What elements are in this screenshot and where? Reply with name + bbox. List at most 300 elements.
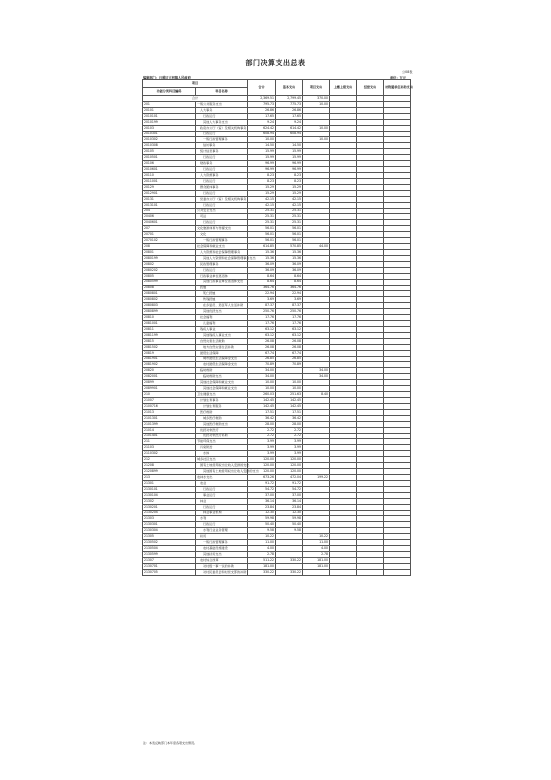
code-cell: 21103 [143, 445, 196, 451]
code-cell: 2080801 [143, 291, 196, 297]
code-cell: 204 [143, 208, 196, 214]
basic-cell: 120.00 [276, 463, 303, 469]
code-cell: 20101 [143, 107, 196, 113]
name-cell: 林业 [196, 498, 248, 504]
code-cell: 2081902 [143, 362, 196, 368]
basic-cell: 2.72 [276, 427, 303, 433]
basic-header: 基本支出 [276, 80, 303, 96]
project-cell: 199.22 [303, 475, 330, 481]
code-cell: 213 [143, 475, 196, 481]
total-cell: 8.64 [248, 279, 276, 285]
code-cell: 2130101 [143, 486, 196, 492]
total-header: 合计 [248, 80, 276, 96]
name-cell: 伤残抚恤 [196, 297, 248, 303]
name-cell: 行政事业单位离退休 [196, 273, 248, 279]
basic-cell: 250.76 [276, 309, 303, 315]
name-cell: 其他医疗救助支出 [196, 421, 248, 427]
code-cell: 2080202 [143, 267, 196, 273]
name-cell: 计划生育服务 [196, 403, 248, 409]
code-cell: 20899 [143, 380, 196, 386]
code-cell: 21301 [143, 480, 196, 486]
total-cell: 54.72 [248, 486, 276, 492]
name-cell: 对村民委员会和村党支部的补助 [196, 569, 248, 575]
total-cell: 96.99 [248, 167, 276, 173]
code-cell: 2130301 [143, 522, 196, 528]
project-cell: 44.00 [303, 244, 330, 250]
total-cell: 511.22 [248, 557, 276, 563]
name-cell: 其他优抚支出 [196, 309, 248, 315]
name-cell: 水利 [196, 516, 248, 522]
name-cell: 计划生育事务 [196, 398, 248, 404]
code-cell: 2130504 [143, 546, 196, 552]
total-cell: 10.00 [248, 137, 276, 143]
total-cell: 10.22 [248, 534, 276, 540]
total-cell: 260.03 [248, 392, 276, 398]
basic-cell: 472.04 [276, 475, 303, 481]
total-cell: 15.99 [248, 149, 276, 155]
project-cell: 181.00 [303, 557, 330, 563]
code-cell: 20406 [143, 214, 196, 220]
basic-cell: 15.29 [276, 184, 303, 190]
basic-cell: 120.00 [276, 469, 303, 475]
code-cell: 2101301 [143, 415, 196, 421]
code-cell: 2082001 [143, 374, 196, 380]
name-cell: 对村级一事一议的补助 [196, 563, 248, 569]
basic-cell: 17.51 [276, 409, 303, 415]
project-cell: 34.00 [303, 368, 330, 374]
name-cell: 行政运行 [196, 167, 248, 173]
total-cell: 2.72 [248, 427, 276, 433]
basic-cell: 9.58 [276, 528, 303, 534]
code-cell: 2130201 [143, 504, 196, 510]
code-cell: 2080599 [143, 279, 196, 285]
basic-cell: 26.08 [276, 338, 303, 344]
total-cell: 795.73 [248, 101, 276, 107]
basic-cell: 22.94 [276, 291, 303, 297]
total-cell: 2.72 [248, 433, 276, 439]
total-cell: 56.01 [248, 232, 276, 238]
total-cell: 10.00 [248, 386, 276, 392]
total-cell: 14.50 [248, 143, 276, 149]
total-cell: 624.42 [248, 125, 276, 131]
code-cell: 20106 [143, 161, 196, 167]
basic-cell: 26.08 [276, 344, 303, 350]
name-cell: 农村基础设施建设 [196, 546, 248, 552]
total-cell: 330.22 [248, 569, 276, 575]
project-cell [303, 569, 330, 575]
total-cell: 42.15 [248, 202, 276, 208]
name-cell: 其他社会保障和就业支出 [196, 380, 248, 386]
code-header: 功能分类科目编码 [143, 88, 196, 96]
name-cell: 公共安全支出 [196, 208, 248, 214]
code-cell: 201 [143, 101, 196, 107]
basic-cell: 87.37 [276, 303, 303, 309]
total-cell: 26.85 [248, 356, 276, 362]
basic-cell: 56.01 [276, 226, 303, 232]
basic-cell: 15.36 [276, 255, 303, 261]
name-cell: 一般行政管理事务 [196, 540, 248, 546]
name-cell: 行政运行 [196, 202, 248, 208]
total-cell: 91.72 [248, 480, 276, 486]
name-cell: 抚恤 [196, 285, 248, 291]
total-cell: 50.40 [248, 522, 276, 528]
basic-cell: 251.63 [276, 392, 303, 398]
total-cell: 36.42 [248, 415, 276, 421]
basic-cell: 25.31 [276, 208, 303, 214]
total-cell: 67.74 [248, 350, 276, 356]
basic-cell: 91.72 [276, 480, 303, 486]
name-cell: 国有土地使用权出让收入安排的支出 [196, 463, 248, 469]
name-cell: 卫生健康支出 [196, 392, 248, 398]
total-cell: 10.00 [248, 380, 276, 386]
code-cell: 20801 [143, 249, 196, 255]
project-cell: 10.00 [303, 125, 330, 131]
name-cell: 信访事务 [196, 143, 248, 149]
project-cell: 2.78 [303, 551, 330, 557]
total-cell: 25.31 [248, 220, 276, 226]
total-cell: 63.12 [248, 326, 276, 332]
code-cell: 20802 [143, 261, 196, 267]
basic-cell: 9.24 [276, 119, 303, 125]
basic-cell: 70.89 [276, 362, 303, 368]
basic-cell: 3.99 [276, 451, 303, 457]
basic-cell: 36.14 [276, 498, 303, 504]
total-cell: 56.01 [248, 238, 276, 244]
total-cell: 63.12 [248, 332, 276, 338]
name-cell: 文化旅游体育与传媒支出 [196, 226, 248, 232]
name-cell: 农村综合改革 [196, 557, 248, 563]
basic-cell: 23.84 [276, 504, 303, 510]
total-cell: 250.76 [248, 309, 276, 315]
name-cell: 最低生活保障 [196, 350, 248, 356]
project-cell: 4.00 [303, 546, 330, 552]
subsidy-cell [384, 569, 411, 575]
total-cell: 28.00 [248, 421, 276, 427]
code-cell: 20103 [143, 125, 196, 131]
total-cell: 364.76 [248, 285, 276, 291]
code-cell: 20815 [143, 338, 196, 344]
code-cell: 2011001 [143, 178, 196, 184]
basic-cell: 15.99 [276, 155, 303, 161]
name-cell: 农林水支出 [196, 475, 248, 481]
name-cell: 林业事业机构 [196, 510, 248, 516]
code-cell: 207 [143, 226, 196, 232]
code-cell: 2080899 [143, 309, 196, 315]
basic-cell: 15.99 [276, 149, 303, 155]
name-cell: 行政运行 [196, 522, 248, 528]
total-cell: 2,369.51 [248, 96, 276, 102]
total-cell: 34.00 [248, 374, 276, 380]
code-cell: 2130204 [143, 510, 196, 516]
upper-header: 上缴上级支出 [330, 80, 357, 96]
code-cell: 2010308 [143, 143, 196, 149]
code-cell: 2080199 [143, 255, 196, 261]
basic-cell: 364.76 [276, 285, 303, 291]
project-cell: 34.00 [303, 374, 330, 380]
name-cell: 行政运行 [196, 190, 248, 196]
basic-cell: 15.36 [276, 249, 303, 255]
basic-cell: 775.73 [276, 101, 303, 107]
code-cell: 21013 [143, 409, 196, 415]
code-cell: 2081001 [143, 321, 196, 327]
code-cell: 2080803 [143, 303, 196, 309]
code-cell: 2081901 [143, 356, 196, 362]
basic-cell: 330.22 [276, 557, 303, 563]
total-cell: 34.00 [248, 368, 276, 374]
name-cell: 城乡医疗救助 [196, 415, 248, 421]
basic-cell: 142.45 [276, 403, 303, 409]
basic-cell: 36.42 [276, 415, 303, 421]
name-cell: 临时救助 [196, 368, 248, 374]
total-cell: 36.14 [248, 498, 276, 504]
code-cell: 2101401 [143, 433, 196, 439]
organization: 编制部门：日照区大河镇人民政府 [143, 76, 191, 80]
total-cell: 17.76 [248, 315, 276, 321]
basic-cell: 50.40 [276, 522, 303, 528]
name-cell: 一般公共服务支出 [196, 101, 248, 107]
total-cell: 15.29 [248, 184, 276, 190]
basic-cell: 8.23 [276, 178, 303, 184]
basic-cell: 67.74 [276, 350, 303, 356]
table-row [143, 569, 411, 575]
name-cell: 其他人力资源和社会保障管理事务支出 [196, 255, 248, 261]
total-cell: 9.24 [248, 119, 276, 125]
name-cell: 人力资源和社会保障管理事务 [196, 249, 248, 255]
name-cell: 其他人大事务支出 [196, 119, 248, 125]
code-cell: 21014 [143, 427, 196, 433]
name-cell: 党委办公厅（室）及相关机构事务 [196, 196, 248, 202]
name-cell: 行政运行 [196, 178, 248, 184]
total-cell: 3.99 [248, 451, 276, 457]
code-cell: 2010101 [143, 113, 196, 119]
total-cell: 12.30 [248, 510, 276, 516]
total-cell: 673.26 [248, 475, 276, 481]
total-cell: 96.99 [248, 161, 276, 167]
total-cell: 17.76 [248, 321, 276, 327]
code-cell: 2010302 [143, 137, 196, 143]
name-cell: 社会福利 [196, 315, 248, 321]
basic-cell: 36.09 [276, 267, 303, 273]
total-cell: 26.08 [248, 344, 276, 350]
name-cell: 文化 [196, 232, 248, 238]
name-cell: 水利行业业务管理 [196, 528, 248, 534]
basic-cell: 37.00 [276, 492, 303, 498]
basic-cell: 96.99 [276, 167, 303, 173]
total-cell: 37.00 [248, 492, 276, 498]
basic-cell: 3.69 [276, 297, 303, 303]
name-cell: 优抚对象医疗补助 [196, 433, 248, 439]
code-cell: 2130304 [143, 528, 196, 534]
name-cell: 政府办公厅（室）及相关机构事务 [196, 125, 248, 131]
basic-cell: 10.00 [276, 380, 303, 386]
code-cell: 21007 [143, 398, 196, 404]
name-cell: 其他行政事业单位离退休支出 [196, 279, 248, 285]
total-cell: 36.09 [248, 267, 276, 273]
name-cell: 事业运行 [196, 492, 248, 498]
table-body [143, 96, 411, 576]
name-cell: 行政运行 [196, 155, 248, 161]
basic-cell: 42.15 [276, 196, 303, 202]
project-cell: 10.00 [303, 101, 330, 107]
basic-cell: 2.72 [276, 433, 303, 439]
total-cell: 25.31 [248, 214, 276, 220]
code-cell: 212 [143, 457, 196, 463]
total-cell: 56.01 [248, 226, 276, 232]
name-cell: 行政运行 [196, 504, 248, 510]
basic-cell: 10.00 [276, 386, 303, 392]
basic-cell: 12.30 [276, 510, 303, 516]
code-cell: 211 [143, 439, 196, 445]
total-cell: 15.36 [248, 249, 276, 255]
total-basic-cell: 2,799.45 [276, 96, 303, 102]
total-cell: 22.94 [248, 291, 276, 297]
code-cell: 2012901 [143, 190, 196, 196]
total-cell: 42.15 [248, 196, 276, 202]
total-cell: 608.94 [248, 131, 276, 137]
basic-cell: 330.22 [276, 569, 303, 575]
code-cell: 2013101 [143, 202, 196, 208]
code-cell: 21307 [143, 557, 196, 563]
project-exp-header: 项目支出 [303, 80, 330, 96]
total-cell: 87.37 [248, 303, 276, 309]
code-cell: 2010601 [143, 167, 196, 173]
total-cell: 9.58 [248, 528, 276, 534]
code-cell: 2100716 [143, 403, 196, 409]
business-cell [357, 569, 384, 575]
total-cell: 142.45 [248, 403, 276, 409]
name-cell: 一般行政管理事务 [196, 137, 248, 143]
total-cell: 3.99 [248, 439, 276, 445]
name-header: 科目名称 [196, 88, 248, 96]
basic-cell: 15.29 [276, 190, 303, 196]
unit-label: 单位：万元 [390, 76, 406, 80]
name-cell: 财政事务 [196, 161, 248, 167]
name-cell: 优抚对象医疗 [196, 427, 248, 433]
name-cell: 民政管理事务 [196, 261, 248, 267]
total-cell: 17.51 [248, 409, 276, 415]
code-cell: 208 [143, 244, 196, 250]
name-cell: 行政运行 [196, 113, 248, 119]
name-cell: 一般行政管理事务 [196, 238, 248, 244]
subsidy-header: 对附属单位补助支出 [384, 80, 411, 96]
code-cell: 2081502 [143, 344, 196, 350]
total-cell: 3.69 [248, 297, 276, 303]
project-cell: 8.40 [303, 392, 330, 398]
code-cell: 20105 [143, 149, 196, 155]
total-cell: 2.78 [248, 551, 276, 557]
code-cell: 2010301 [143, 131, 196, 137]
code-cell: 20819 [143, 350, 196, 356]
expenditure-table [142, 79, 411, 576]
total-label: 合计 [143, 96, 248, 102]
name-cell: 人大事务 [196, 107, 248, 113]
name-cell: 城乡社区支出 [196, 457, 248, 463]
name-cell: 城市最低生活保障金支出 [196, 356, 248, 362]
code-cell: 20701 [143, 232, 196, 238]
project-cell: 181.00 [303, 563, 330, 569]
name-cell: 节能环保支出 [196, 439, 248, 445]
basic-cell: 8.64 [276, 279, 303, 285]
basic-cell: 28.00 [276, 421, 303, 427]
name-cell: 自然灾害生活救助 [196, 338, 248, 344]
total-cell: 142.45 [248, 398, 276, 404]
code-cell: 2101399 [143, 421, 196, 427]
code-cell: 20805 [143, 273, 196, 279]
name-cell: 扶贫 [196, 534, 248, 540]
code-cell: 21303 [143, 516, 196, 522]
name-cell: 行政运行 [196, 486, 248, 492]
total-cell: 8.64 [248, 273, 276, 279]
total-cell: 4.00 [248, 546, 276, 552]
basic-cell: 614.42 [276, 125, 303, 131]
basic-cell: 26.85 [276, 356, 303, 362]
name-cell: 其他社会保障和就业支出 [196, 386, 248, 392]
name-cell: 在乡复员、退伍军人生活补助 [196, 303, 248, 309]
code-cell: 21302 [143, 498, 196, 504]
name-cell: 农业 [196, 480, 248, 486]
basic-cell: 3.99 [276, 439, 303, 445]
total-cell: 25.31 [248, 208, 276, 214]
name-cell: 行政运行 [196, 267, 248, 273]
code-cell: 20131 [143, 196, 196, 202]
basic-cell: 8.64 [276, 273, 303, 279]
code-cell: 21208 [143, 463, 196, 469]
basic-cell: 59.98 [276, 516, 303, 522]
total-cell: 36.09 [248, 261, 276, 267]
basic-cell: 17.65 [276, 113, 303, 119]
code-cell: 2110302 [143, 451, 196, 457]
code-cell: 2130701 [143, 563, 196, 569]
code-cell: 2130502 [143, 540, 196, 546]
project-cell: 10.22 [303, 534, 330, 540]
name-cell: 司法 [196, 214, 248, 220]
name-cell: 行政运行 [196, 220, 248, 226]
total-cell: 3.99 [248, 445, 276, 451]
name-cell: 农村最低生活保障金支出 [196, 362, 248, 368]
basic-cell: 96.99 [276, 161, 303, 167]
basic-cell: 3.99 [276, 445, 303, 451]
total-cell: 15.36 [248, 255, 276, 261]
code-cell: 20810 [143, 315, 196, 321]
name-cell: 行政运行 [196, 131, 248, 137]
total-cell: 8.23 [248, 178, 276, 184]
project-cell: 10.00 [303, 137, 330, 143]
total-cell: 17.65 [248, 113, 276, 119]
business-header: 经营支出 [357, 80, 384, 96]
name-cell: 水体 [196, 451, 248, 457]
code-cell: 20129 [143, 184, 196, 190]
code-cell: 2130599 [143, 551, 196, 557]
name-cell: 人力资源事务 [196, 172, 248, 178]
total-cell: 15.29 [248, 190, 276, 196]
footnote: 注：本表反映部门本年度各项支出情况。 [143, 741, 198, 745]
total-cell: 11.00 [248, 540, 276, 546]
code-cell: 2080802 [143, 297, 196, 303]
name-cell: 统计信息事务 [196, 149, 248, 155]
total-cell: 181.00 [248, 563, 276, 569]
name-cell: 其他国有土地使用权出让收入安排的支出 [196, 469, 248, 475]
name-cell: 社会保障和就业支出 [196, 244, 248, 250]
basic-cell: 42.15 [276, 202, 303, 208]
upper-cell [330, 569, 357, 575]
code-cell: 20811 [143, 326, 196, 332]
basic-cell: 54.72 [276, 486, 303, 492]
total-cell: 120.00 [248, 469, 276, 475]
code-cell: 2120899 [143, 469, 196, 475]
total-project-cell: 370.00 [303, 96, 330, 102]
code-cell: 2040601 [143, 220, 196, 226]
name-cell: 儿童福利 [196, 321, 248, 327]
